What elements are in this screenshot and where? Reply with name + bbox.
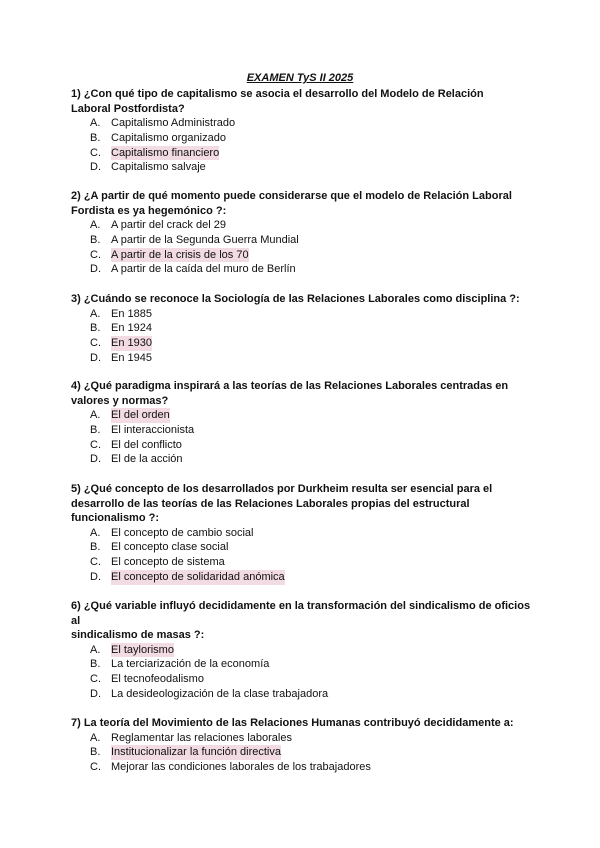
option-text: El concepto de solidaridad anómica xyxy=(111,570,285,583)
option-a[interactable] xyxy=(71,643,541,658)
option-text: Capitalismo Administrado xyxy=(111,117,236,129)
option-letter: B. xyxy=(90,423,101,436)
question-1 xyxy=(71,87,541,175)
option-b[interactable] xyxy=(71,321,541,336)
option-letter: C. xyxy=(90,248,101,261)
option-a[interactable] xyxy=(71,218,541,233)
question-text: 5) ¿Qué concepto de los desarrollados por Durkheim resulta ser esencial para el desarrollo de las teorías de las Relaciones Laborales propias del estructural funcionalismo ?: xyxy=(71,483,493,524)
question-text: 2) ¿A partir de qué momento puede considerarse que el modelo de Relación Laboral Fordista es ya hegemónico ?: xyxy=(71,190,512,217)
option-letter: D. xyxy=(90,161,101,174)
question-text: 1) ¿Con qué tipo de capitalismo se asocia el desarrollo del Modelo de Relación Laboral Postfordista? xyxy=(71,88,484,115)
option-text: La desideologización de la clase trabajadora xyxy=(111,687,329,700)
question-7 xyxy=(71,716,541,775)
option-d[interactable] xyxy=(71,452,541,467)
option-d[interactable] xyxy=(71,570,541,585)
option-text: En 1924 xyxy=(111,322,152,335)
options-list xyxy=(71,643,541,702)
option-text: Capitalismo financiero xyxy=(111,146,220,159)
option-letter: A. xyxy=(90,643,101,656)
option-d[interactable] xyxy=(71,351,541,366)
option-text: Institucionalizar la función directiva xyxy=(111,746,281,759)
option-d[interactable] xyxy=(71,687,541,702)
option-b[interactable] xyxy=(71,233,541,248)
option-text: El de la acción xyxy=(111,453,183,466)
option-b[interactable] xyxy=(71,423,541,438)
option-text: A partir de la crisis de los 70 xyxy=(111,248,249,261)
option-text: El del conflicto xyxy=(111,438,182,451)
option-c[interactable] xyxy=(71,336,541,351)
option-text: En 1945 xyxy=(111,351,152,364)
option-a[interactable] xyxy=(71,526,541,541)
option-letter: C. xyxy=(90,761,101,774)
option-letter: D. xyxy=(90,351,101,364)
option-a[interactable] xyxy=(71,408,541,423)
option-text: Capitalismo salvaje xyxy=(111,161,206,174)
question-2 xyxy=(71,189,541,277)
option-d[interactable] xyxy=(71,262,541,277)
option-b[interactable] xyxy=(71,657,541,672)
option-text: Reglamentar las relaciones laborales xyxy=(111,731,292,744)
option-d[interactable] xyxy=(71,160,541,175)
option-text: El concepto de cambio social xyxy=(111,526,254,539)
option-text: La terciarización de la economía xyxy=(111,658,270,671)
option-text: A partir de la Segunda Guerra Mundial xyxy=(111,233,299,246)
option-b[interactable] xyxy=(71,745,541,760)
option-letter: C. xyxy=(90,438,101,451)
option-letter: B. xyxy=(90,233,101,246)
option-letter: D. xyxy=(90,453,101,466)
option-text: El concepto clase social xyxy=(111,541,229,554)
option-b[interactable] xyxy=(71,540,541,555)
option-text: El taylorismo xyxy=(111,643,174,656)
option-letter: C. xyxy=(90,673,101,686)
option-c[interactable] xyxy=(71,555,541,570)
option-letter: A. xyxy=(90,307,101,320)
option-c[interactable] xyxy=(71,146,541,161)
option-letter: A. xyxy=(90,409,101,421)
options-list xyxy=(71,218,541,277)
option-a[interactable] xyxy=(71,731,541,746)
options-list xyxy=(71,307,541,366)
question-5 xyxy=(71,482,541,585)
option-letter: A. xyxy=(90,526,101,539)
option-c[interactable] xyxy=(71,248,541,263)
option-letter: B. xyxy=(90,541,101,554)
option-letter: A. xyxy=(90,731,101,744)
exam-title: EXAMEN TyS II 2025 xyxy=(246,72,354,84)
option-letter: D. xyxy=(90,263,101,276)
option-a[interactable] xyxy=(71,307,541,322)
option-letter: C. xyxy=(90,146,101,159)
option-c[interactable] xyxy=(71,672,541,687)
option-text: El concepto de sistema xyxy=(111,556,225,569)
option-text: Mejorar las condiciones laborales de los trabajadores xyxy=(111,761,371,774)
question-text: 4) ¿Qué paradigma inspirará a las teorías de las Relaciones Laborales centradas en valores y normas? xyxy=(71,380,509,407)
option-letter: C. xyxy=(90,556,101,569)
options-list xyxy=(71,526,541,585)
option-letter: B. xyxy=(90,746,101,759)
option-text: El tecnofeodalismo xyxy=(111,673,204,686)
option-letter: B. xyxy=(90,322,101,335)
option-letter: B. xyxy=(90,658,101,671)
option-a[interactable] xyxy=(71,116,541,131)
question-text: 7) La teoría del Movimiento de las Relaciones Humanas contribuyó decididamente a: xyxy=(71,717,514,729)
question-6 xyxy=(71,599,541,702)
option-text: El del orden xyxy=(111,409,170,421)
option-text: En 1930 xyxy=(111,337,152,350)
options-list xyxy=(71,731,541,775)
option-letter: D. xyxy=(90,570,101,583)
option-letter: B. xyxy=(90,131,101,144)
option-text: En 1885 xyxy=(111,307,152,320)
question-text: 6) ¿Qué variable influyó decididamente en la transformación del sindicalismo de oficios al sindicalismo de masas ?: xyxy=(71,600,531,641)
option-b[interactable] xyxy=(71,131,541,146)
options-list xyxy=(71,116,541,175)
option-c[interactable] xyxy=(71,438,541,453)
question-3 xyxy=(71,292,541,366)
options-list xyxy=(71,408,541,467)
question-4 xyxy=(71,379,541,467)
option-letter: A. xyxy=(90,219,101,231)
option-letter: D. xyxy=(90,687,101,700)
option-text: A partir de la caída del muro de Berlín xyxy=(111,263,296,276)
option-text: El interaccionista xyxy=(111,423,195,436)
option-letter: C. xyxy=(90,337,101,350)
question-text: 3) ¿Cuándo se reconoce la Sociología de las Relaciones Laborales como disciplina ?: xyxy=(71,293,520,305)
option-text: A partir del crack del 29 xyxy=(111,219,226,231)
option-text: Capitalismo organizado xyxy=(111,131,226,144)
option-letter: A. xyxy=(90,117,101,129)
option-c[interactable] xyxy=(71,760,541,775)
